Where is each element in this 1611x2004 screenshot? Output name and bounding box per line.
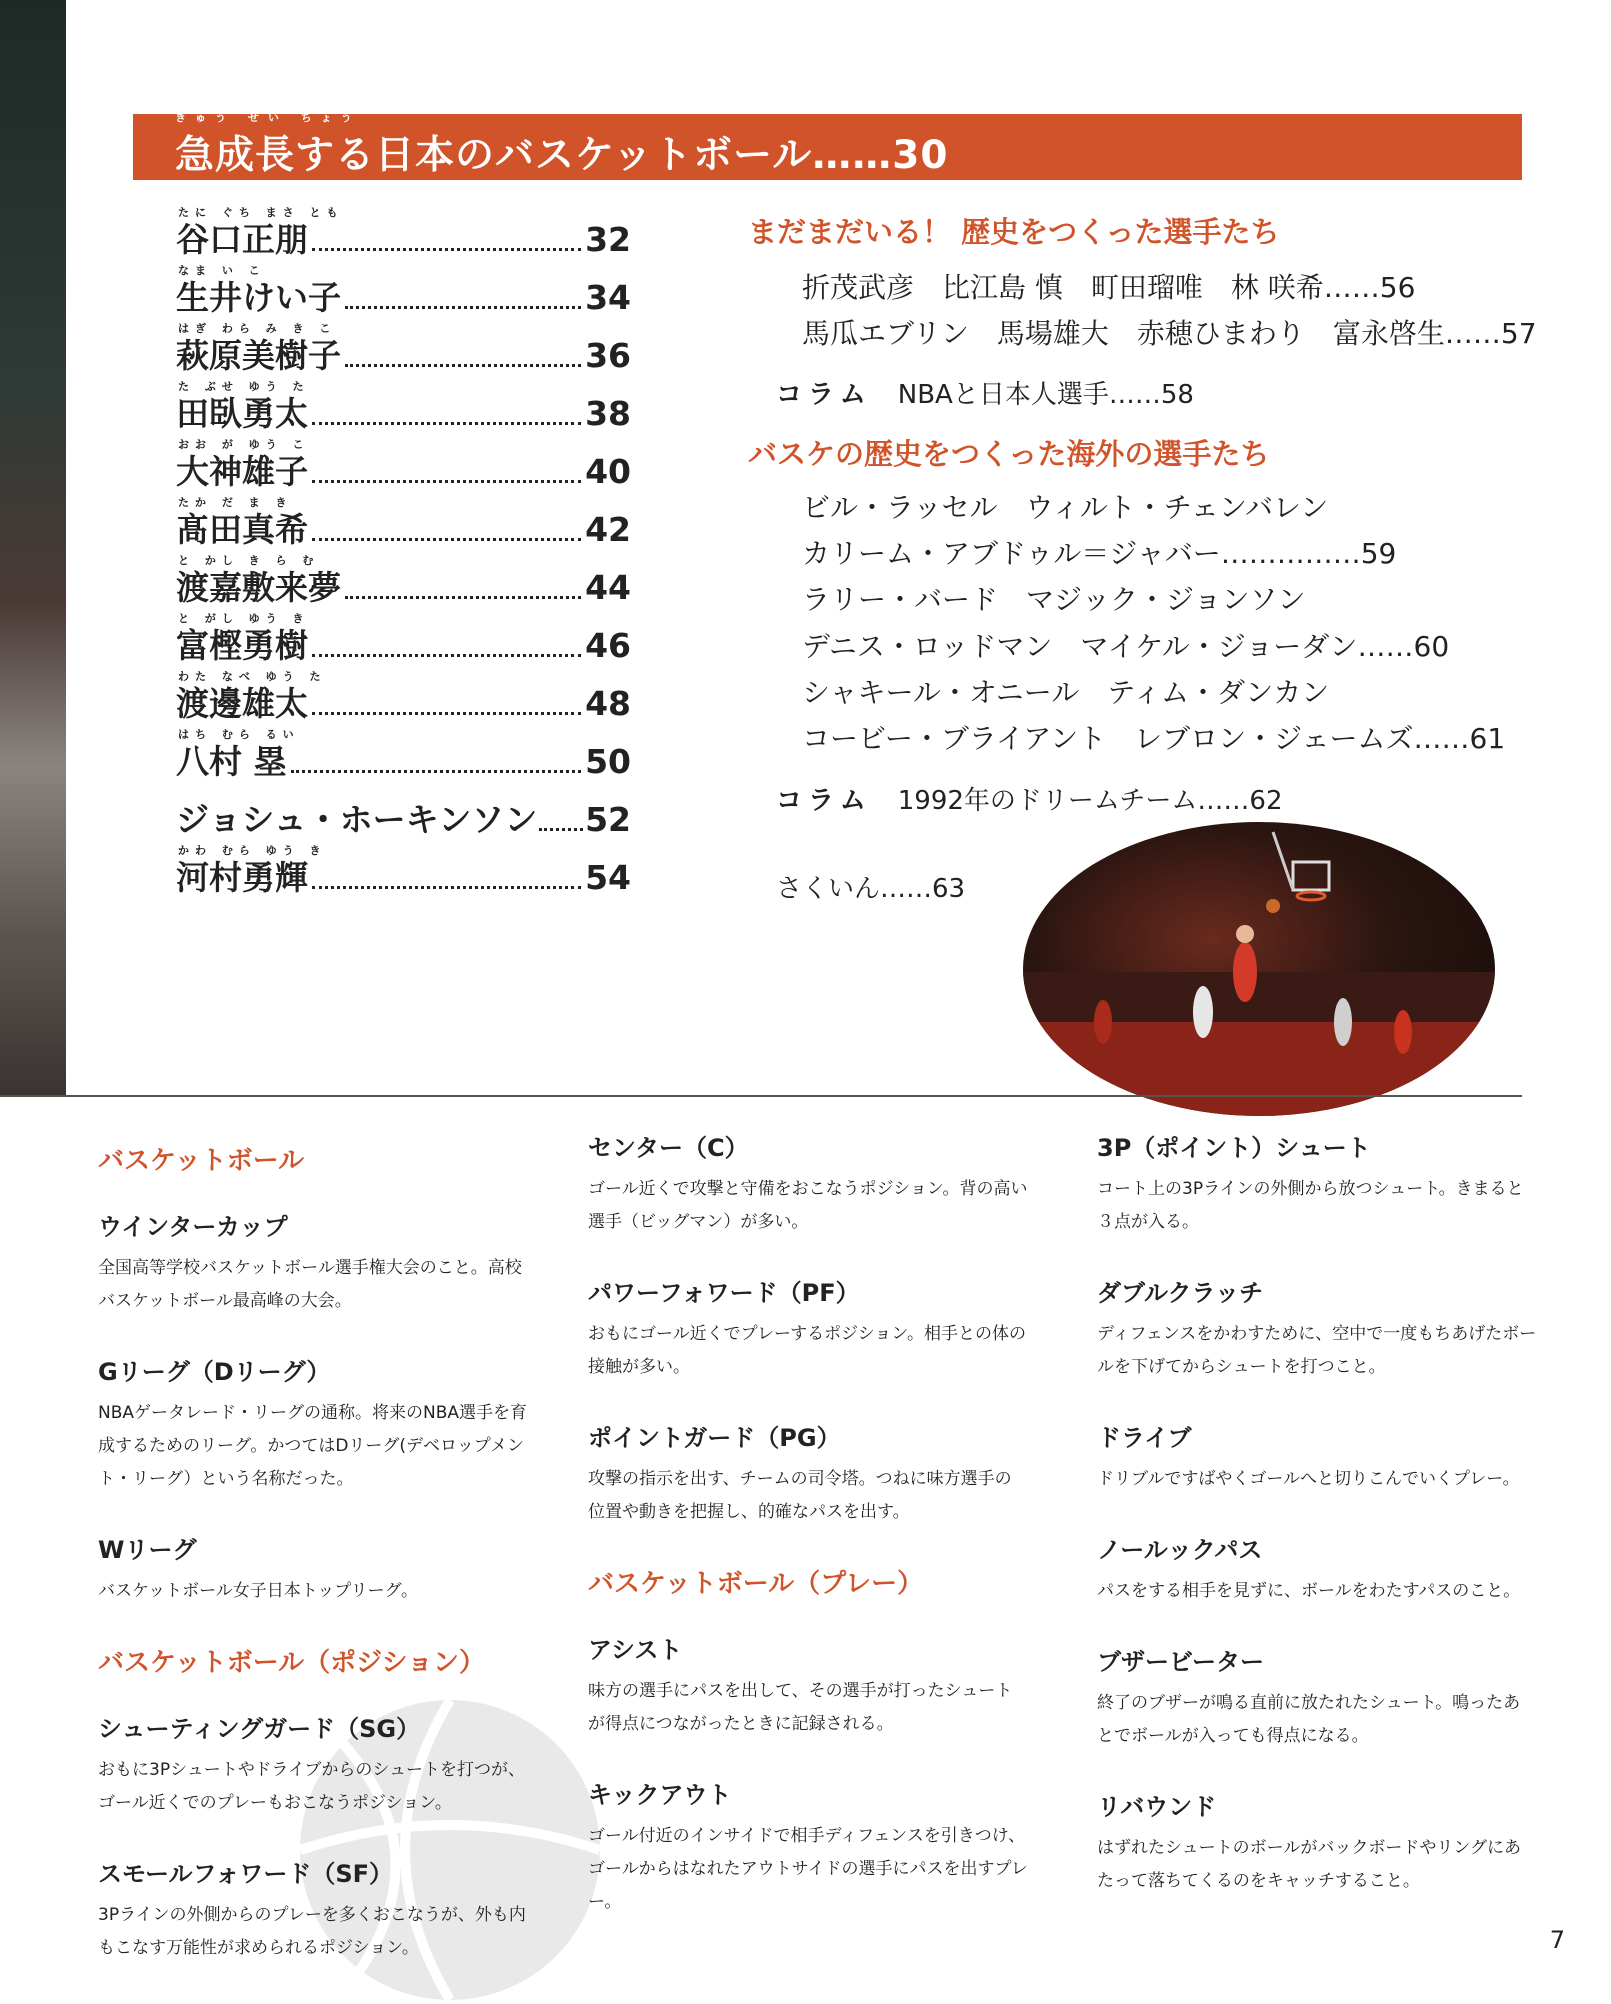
chapter-banner — [133, 111, 1522, 180]
overseas-row[interactable]: ラリー・バード マジック・ジョンソン — [802, 583, 1306, 616]
overseas-row[interactable]: コービー・ブライアント レブロン・ジェームズ……61 — [802, 722, 1506, 755]
toc-name: 富樫勇樹 — [176, 626, 308, 665]
toc-leader-dots — [312, 885, 581, 889]
toc-ruby: おお が ゆう こ — [178, 438, 310, 451]
toc-page: 34 — [585, 278, 631, 317]
japan-row-2[interactable]: 馬瓜エブリン 馬場雄大 赤穂ひまわり 富永啓生……57 — [802, 317, 1537, 350]
toc-name: 八村 塁 — [176, 742, 287, 781]
toc-page: 32 — [585, 220, 631, 259]
toc-ruby: なま い こ — [178, 264, 266, 277]
toc-leader-dots — [312, 537, 581, 541]
glossary-term: Wリーグ — [98, 1536, 197, 1564]
glossary-column-3 — [1097, 1128, 1537, 1932]
teammate — [1394, 1010, 1412, 1054]
glossary-section-title: バスケットボール — [98, 1146, 305, 1176]
glossary-desc: 味方の選手にパスを出して、その選手が打ったシュートが得点につながったときに記録される。 — [588, 1681, 1013, 1734]
glossary-section-title: バスケットボール（プレー） — [588, 1569, 924, 1599]
glossary-desc: 攻撃の指示を出す、チームの司令塔。つねに味方選手の位置や動きを把握し、的確なパスを出す。 — [588, 1469, 1012, 1522]
toc-item[interactable] — [176, 438, 631, 500]
toc-name: 生井けい子 — [176, 278, 341, 317]
toc-name: 河村勇輝 — [176, 858, 308, 897]
glossary-desc: NBAゲータレード・リーグの通称。将来のNBA選手を育成するためのリーグ。かつてはDリーグ(デベロップメント・リーグ）という名称だった。 — [98, 1403, 528, 1489]
toc-name: 髙田真希 — [176, 510, 308, 549]
glossary-desc: バスケットボール女子日本トップリーグ。 — [98, 1581, 418, 1601]
toc-leader-dots — [312, 653, 581, 657]
toc-ruby: かわ むら ゆう き — [178, 844, 327, 857]
banner-ruby: きゅう せい ちょう — [175, 111, 361, 124]
player-toc — [176, 206, 631, 906]
glossary-desc: パスをする相手を見ずに、ボールをわたすパスのこと。 — [1097, 1581, 1521, 1601]
column-label: コラム — [776, 380, 872, 410]
court-floor — [1023, 1022, 1495, 1116]
toc-name: 谷口正朋 — [176, 220, 308, 259]
toc-ruby: たに ぐち まさ とも — [178, 206, 344, 219]
toc-item[interactable] — [176, 790, 631, 848]
glossary-term: キックアウト — [588, 1781, 732, 1809]
toc-leader-dots — [312, 421, 581, 425]
hoop — [1297, 892, 1325, 900]
backboard — [1293, 862, 1329, 890]
glossary-term: パワーフォワード（PF） — [588, 1279, 860, 1307]
defender — [1193, 986, 1213, 1038]
index-link[interactable]: さくいん……63 — [776, 874, 966, 904]
toc-page: 40 — [585, 452, 631, 491]
glossary-desc: おもに3Pシュートやドライブからのシュートを打つが、ゴール近くでのプレーもおこなうポジション。 — [98, 1760, 526, 1813]
toc-page: 48 — [585, 684, 631, 723]
japan-row-1[interactable]: 折茂武彦 比江島 慎 町田瑠唯 林 咲希……56 — [802, 271, 1416, 304]
glossary-term: ダブルクラッチ — [1097, 1279, 1264, 1307]
toc-item[interactable] — [176, 728, 631, 790]
column-text: NBAと日本人選手……58 — [897, 380, 1194, 410]
glossary-column-1 — [98, 1140, 538, 1999]
toc-leader-dots — [312, 479, 581, 483]
toc-page: 52 — [585, 800, 631, 839]
toc-item[interactable] — [176, 380, 631, 442]
glossary-term: シューティングガード（SG） — [98, 1715, 421, 1743]
glossary-term: Gリーグ（Dリーグ） — [98, 1358, 331, 1386]
toc-item[interactable] — [176, 844, 631, 906]
toc-item[interactable] — [176, 670, 631, 732]
toc-item[interactable] — [176, 496, 631, 558]
toc-item[interactable] — [176, 554, 631, 616]
glossary-term: ノールックパス — [1097, 1536, 1263, 1564]
toc-page: 46 — [585, 626, 631, 665]
toc-item[interactable] — [176, 206, 631, 268]
toc-leader-dots — [312, 247, 581, 251]
toc-page: 36 — [585, 336, 631, 375]
glossary-desc: 全国高等学校バスケットボール選手権大会のこと。高校バスケットボール最高峰の大会。 — [98, 1258, 522, 1311]
overseas-section-title[interactable]: バスケの歴史をつくった海外の選手たち — [748, 437, 1270, 471]
toc-leader-dots — [291, 769, 582, 773]
toc-page: 44 — [585, 568, 631, 607]
column-entry-2[interactable] — [776, 780, 1282, 817]
glossary-term: アシスト — [588, 1636, 683, 1664]
glossary-term: 3P（ポイント）シュート — [1097, 1134, 1371, 1162]
toc-name: ジョシュ・ホーキンソン — [176, 800, 538, 839]
glossary-term: センター（C） — [588, 1134, 749, 1162]
toc-leader-dots — [345, 595, 581, 599]
overseas-row[interactable]: ビル・ラッセル ウィルト・チェンバレン — [802, 491, 1329, 524]
toc-item[interactable] — [176, 612, 631, 674]
defender — [1334, 998, 1352, 1046]
toc-leader-dots — [312, 711, 581, 715]
arena-illustration — [1023, 822, 1495, 1116]
basketball-action-photo — [1023, 822, 1495, 1116]
toc-leader-dots — [345, 305, 581, 309]
toc-name: 大神雄子 — [176, 452, 308, 491]
page-number: 7 — [1549, 1926, 1565, 1954]
overseas-row[interactable]: シャキール・オニール ティム・ダンカン — [802, 676, 1330, 709]
glossary-desc: コート上の3Pラインの外側から放つシュート。きまると３点が入る。 — [1097, 1179, 1524, 1232]
crowd — [1023, 972, 1495, 1022]
glossary-term: ドライブ — [1097, 1424, 1192, 1452]
toc-leader-dots — [345, 363, 581, 367]
toc-ruby: はち むら るい — [178, 728, 300, 741]
toc-item[interactable] — [176, 322, 631, 384]
banner-title[interactable]: 急成長する日本のバスケットボール……30 — [175, 133, 949, 178]
toc-ruby: はぎ わら み き こ — [178, 322, 337, 335]
glossary-desc: 終了のブザーが鳴る直前に放たれたシュート。鳴ったあとでボールが入っても得点になる。 — [1097, 1693, 1521, 1746]
toc-page: 42 — [585, 510, 631, 549]
toc-name: 田臥勇太 — [176, 394, 308, 433]
side-photo-strip — [0, 0, 66, 1095]
player-background — [1094, 1000, 1112, 1044]
column-label: コラム — [776, 786, 872, 816]
glossary-section-title: バスケットボール（ポジション） — [98, 1648, 486, 1678]
toc-ruby: た ぶせ ゆう た — [178, 380, 310, 393]
glossary-term: ブザービーター — [1097, 1648, 1265, 1676]
toc-ruby: と かし き ら む — [178, 554, 320, 567]
column-text: 1992年のドリームチーム……62 — [897, 786, 1283, 816]
toc-name: 渡嘉敷来夢 — [176, 568, 341, 607]
glossary-desc: ドリブルですばやくゴールへと切りこんでいくプレー。 — [1097, 1469, 1520, 1489]
japan-section-title[interactable]: まだまだいる！ 歴史をつくった選手たち — [748, 215, 1280, 249]
toc-item[interactable] — [176, 264, 631, 326]
toc-page: 38 — [585, 394, 631, 433]
player-jumping — [1233, 942, 1257, 1002]
toc-leader-dots — [539, 827, 583, 831]
toc-name: 萩原美樹子 — [176, 336, 341, 375]
glossary-desc: はずれたシュートのボールがバックボードやリングにあたって落ちてくるのをキャッチすること。 — [1097, 1838, 1521, 1891]
glossary-term: ウインターカップ — [98, 1213, 288, 1241]
toc-name: 渡邊雄太 — [176, 684, 308, 723]
overseas-row[interactable]: カリーム・アブドゥル＝ジャバー……………59 — [802, 537, 1397, 570]
toc-ruby: わた なべ ゆう た — [178, 670, 327, 683]
glossary-term: ポイントガード（PG） — [588, 1424, 841, 1452]
toc-page: 50 — [585, 742, 631, 781]
overseas-row[interactable]: デニス・ロッドマン マイケル・ジョーダン……60 — [802, 630, 1450, 663]
glossary-desc: おもにゴール近くでプレーするポジション。相手との体の接触が多い。 — [588, 1324, 1027, 1377]
glossary-term: リバウンド — [1097, 1793, 1217, 1821]
toc-ruby: たか だ ま き — [178, 496, 293, 509]
section-divider — [0, 1095, 1522, 1097]
glossary-desc: ゴール付近のインサイドで相手ディフェンスを引きつけ、ゴールからはなれたアウトサイドの選手にパスを出すプレー。 — [588, 1826, 1028, 1912]
player-head — [1236, 925, 1254, 943]
glossary-column-2 — [588, 1128, 1028, 1953]
glossary-desc: ディフェンスをかわすために、空中で一度もちあげたボールを下げてからシュートを打つこと。 — [1097, 1324, 1537, 1377]
toc-page: 54 — [585, 858, 631, 897]
toc-ruby: と がし ゆう き — [178, 612, 310, 625]
glossary-desc: ゴール近くで攻撃と守備をおこなうポジション。背の高い選手（ビッグマン）が多い。 — [588, 1179, 1028, 1232]
hoop-support — [1273, 832, 1293, 890]
glossary-term: スモールフォワード（SF） — [98, 1860, 394, 1888]
glossary-desc: 3Pラインの外側からのプレーを多くおこなうが、外も内もこなす万能性が求められるポジション。 — [98, 1905, 526, 1958]
column-entry-1[interactable] — [776, 374, 1194, 411]
basketball — [1266, 899, 1280, 913]
